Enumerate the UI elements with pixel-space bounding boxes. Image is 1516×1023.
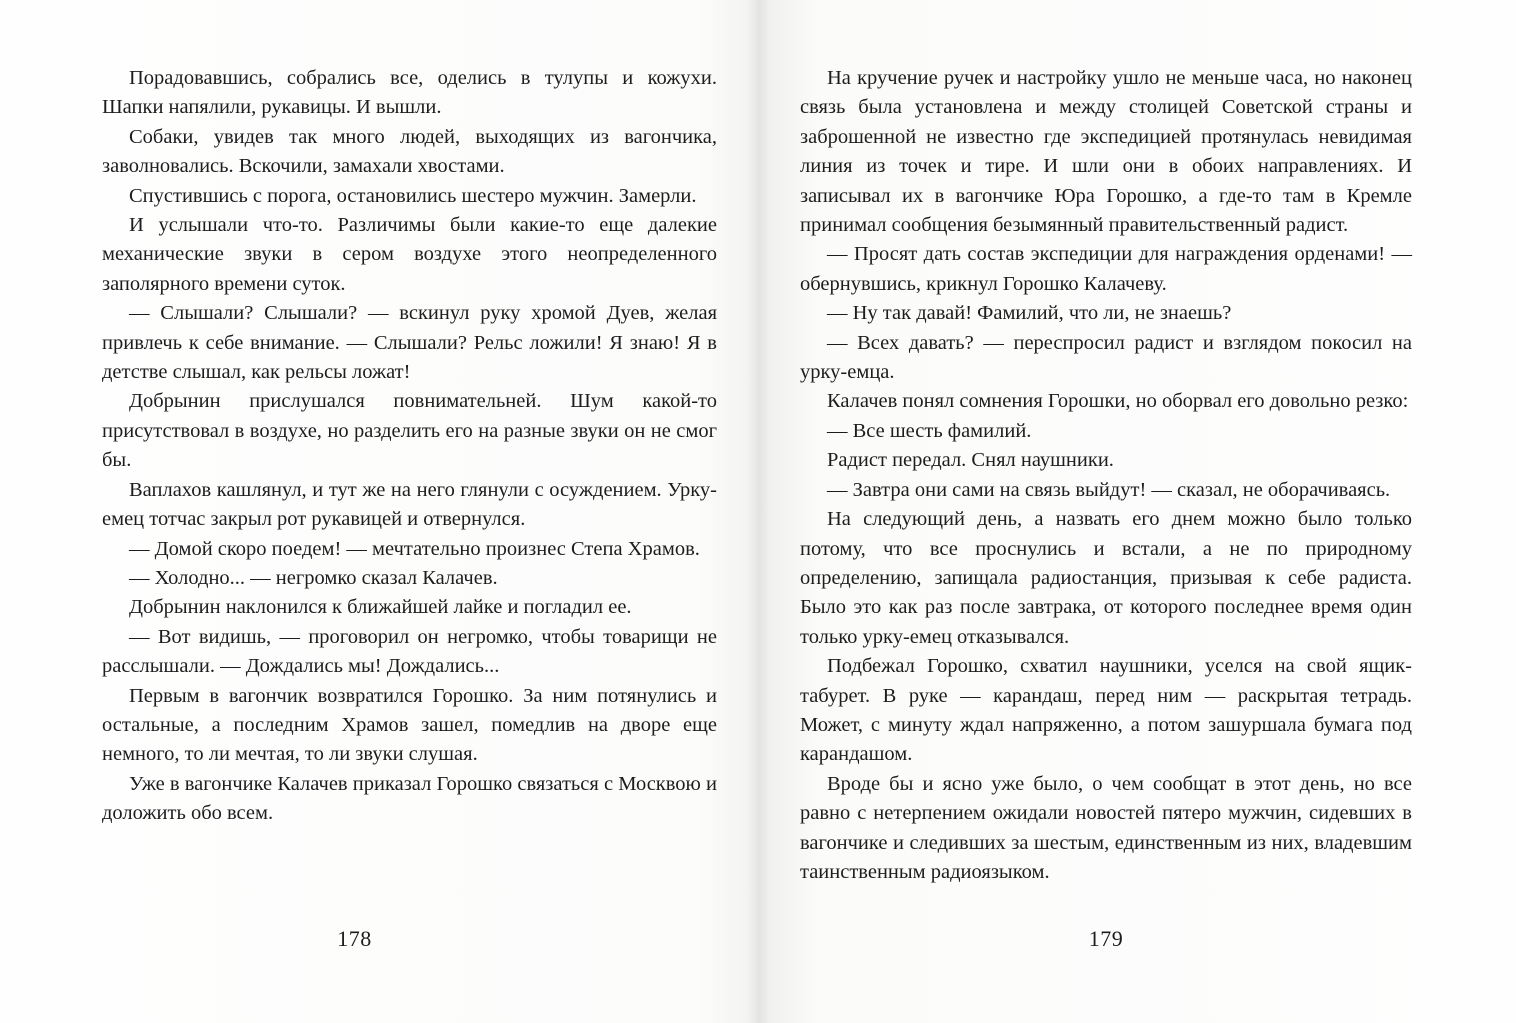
paragraph: Спустившись с порога, остановились шестеро мужчин. Замерли. bbox=[129, 184, 697, 207]
paragraph: Подбежал Горошко, схватил наушники, уселся на свой ящик-табурет. В руке — карандаш, перед ним — раскрытая тетрадь. Может, с минуту ждал напряженно, а потом зашуршала бумага под карандашом. bbox=[800, 655, 1412, 766]
paragraph: И услышали что-то. Различимы были какие-то еще далекие механические звуки в сером воздухе этого неопределенного заполярного времени суток. bbox=[102, 214, 717, 295]
paragraph: — Холодно... — негромко сказал Калачев. bbox=[129, 566, 498, 589]
paragraph: — Все шесть фамилий. bbox=[827, 419, 1032, 442]
paragraph: — Вот видишь, — проговорил он негромко, чтобы товарищи не расслышали. — Дождались мы! Дождались... bbox=[102, 625, 717, 678]
paragraph: На кручение ручек и настройку ушло не меньше часа, но наконец связь была установлена и между столицей Советской страны и заброшенной не известно где экспедицией протянулась невидимая линия из точек и тире. И шли они в обоих направлениях. И записывал их в вагончике Юра Горошко, а где-то там в Кремле принимал сообщения безымянный правительственный радист. bbox=[800, 67, 1412, 237]
paragraph: Ваплахов кашлянул, и тут же на него глянули с осуждением. Урку-емец тотчас закрыл рот рукавицей и отвернулся. bbox=[102, 478, 717, 531]
paragraph: Первым в вагончик возвратился Горошко. За ним потянулись и остальные, а последним Храмов зашел, помедлив на дворе еще немного, то ли мечтая, то ли звуки слушая. bbox=[102, 684, 717, 766]
paragraph: Добрынин прислушался повнимательней. Шум какой-то присутствовал в воздухе, но разделить его на разные звуки он не смог бы. bbox=[102, 390, 717, 472]
right-page-text bbox=[800, 64, 1412, 887]
paragraph: — Домой скоро поедем! — мечтательно произнес Степа Храмов. bbox=[129, 537, 700, 560]
paragraph: Уже в вагончике Калачев приказал Горошко связаться с Москвою и доложить обо всем. bbox=[102, 772, 717, 825]
page-number-left: 178 bbox=[337, 926, 372, 951]
paragraph: — Завтра они сами на связь выйдут! — сказал, не оборачиваясь. bbox=[827, 478, 1391, 501]
paragraph: Радист передал. Снял наушники. bbox=[827, 449, 1114, 472]
paragraph: Порадовавшись, собрались все, оделись в тулупы и кожухи. Шапки напялили, рукавицы. И вышли. bbox=[102, 67, 717, 119]
paragraph: Калачев понял сомнения Горошки, но оборвал его довольно резко: bbox=[827, 390, 1409, 413]
paragraph: Вроде бы и ясно уже было, о чем сообщат в этот день, но все равно с нетерпением ожидали новостей пятеро мужчин, сидевших в вагончике и следивших за шестым, единственным из них, владевшим таинственным радиоязыком. bbox=[800, 772, 1412, 883]
left-page-text bbox=[102, 64, 717, 829]
paragraph: — Просят дать состав экспедиции для награждения орденами! — обернувшись, крикнул Горошко Калачеву. bbox=[800, 243, 1412, 295]
paragraph: — Слышали? Слышали? — вскинул руку хромой Дуев, желая привлечь к себе внимание. — Слышали? Рельс ложили! Я знаю! Я в детстве слышал, как рельсы ложат! bbox=[102, 302, 717, 384]
right-page bbox=[758, 0, 1516, 1023]
paragraph: На следующий день, а назвать его днем можно было только потому, что все проснулись и встали, а не по природному определению, запищала радиостанция, призывая к себе радиста. Было это как раз после завтрака, от которого последнее время один только урку-емец отказывался. bbox=[800, 508, 1412, 648]
page-number-right: 179 bbox=[1088, 926, 1124, 951]
paragraph: Добрынин наклонился к ближайшей лайке и погладил ее. bbox=[129, 596, 632, 619]
paragraph: Собаки, увидев так много людей, выходящих из вагончика, заволновались. Вскочили, замахали хвостами. bbox=[102, 125, 717, 178]
paragraph: — Ну так давай! Фамилий, что ли, не знаешь? bbox=[827, 302, 1232, 325]
paragraph: — Всех давать? — переспросил радист и взглядом покосил на урку-емца. bbox=[800, 331, 1412, 384]
